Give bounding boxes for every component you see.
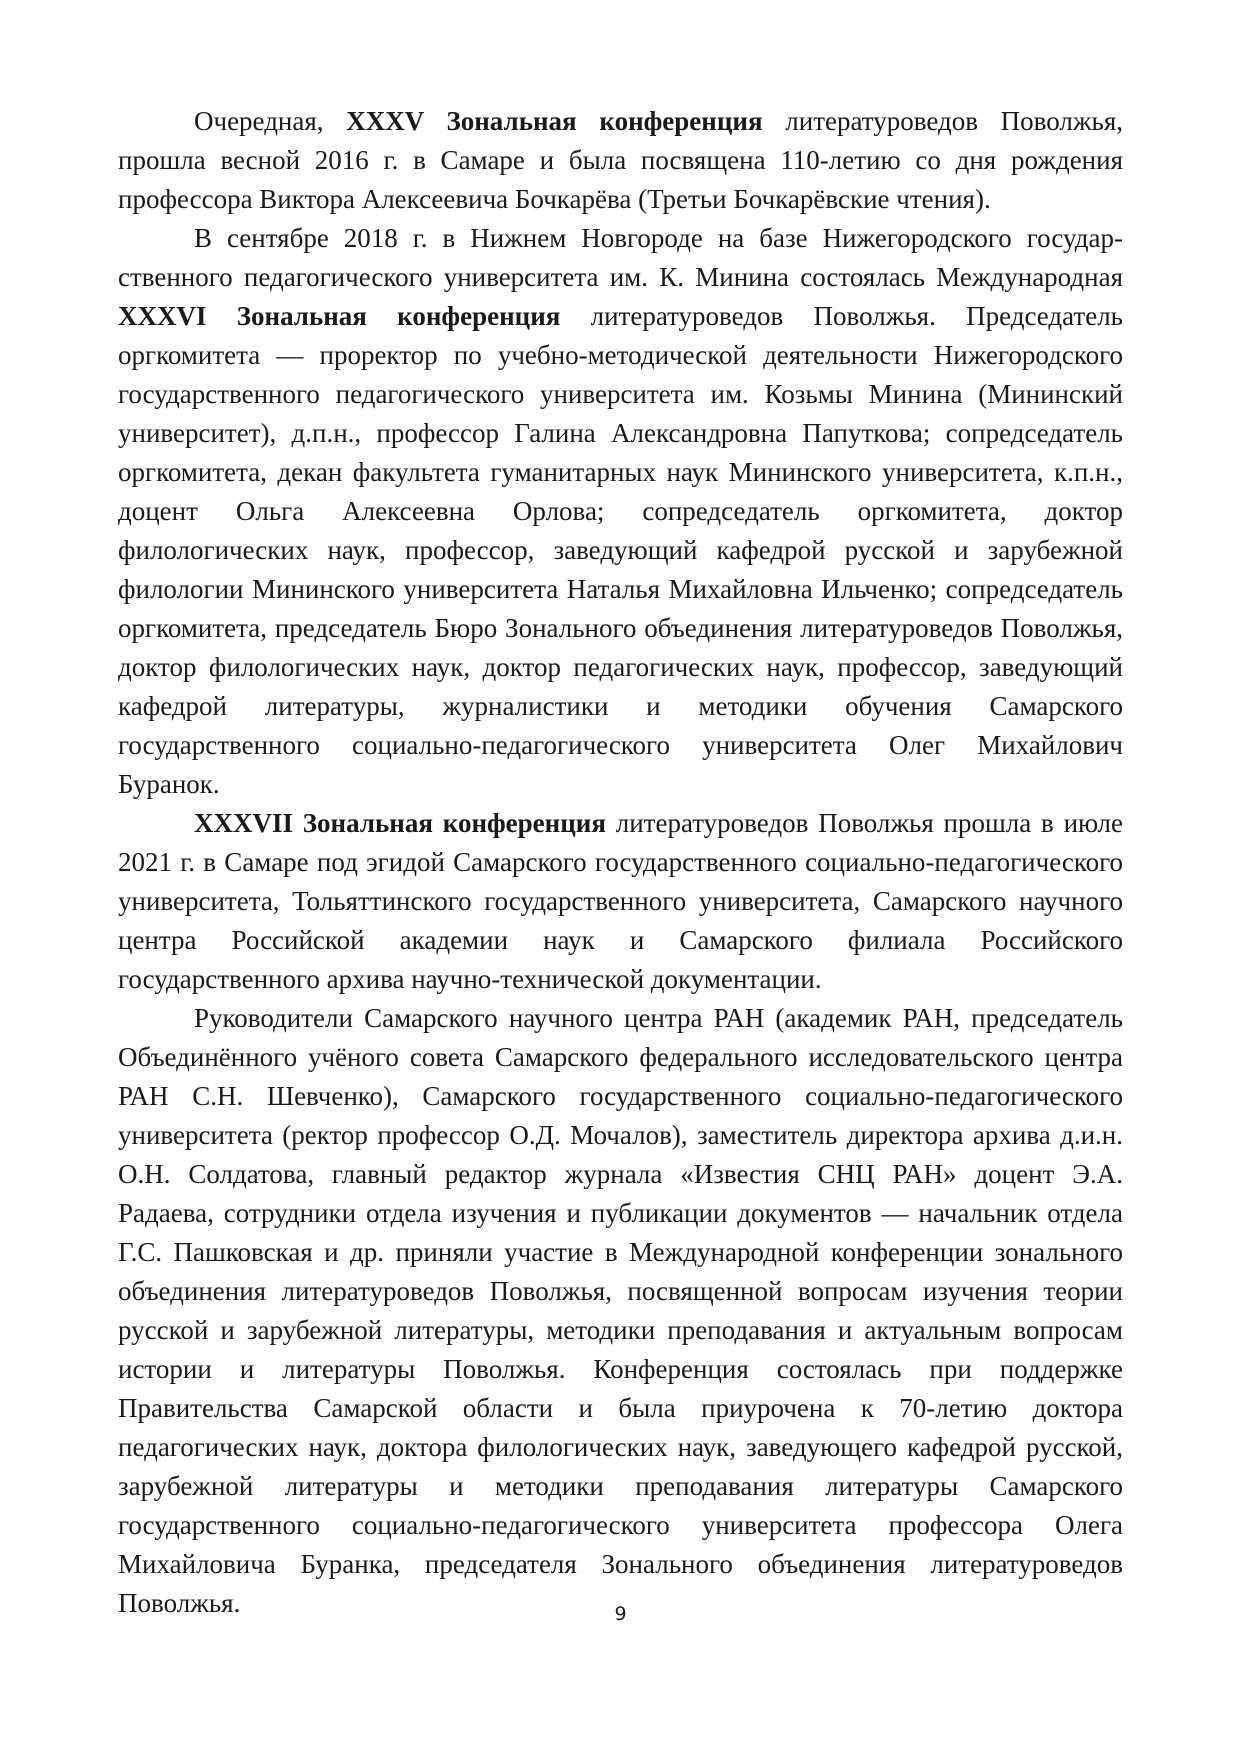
- paragraph-prefix: В сентябре 2018 г. в Нижнем Новгороде на базе Нижегородского государственного педагогического университета им. К. Минина состоялась Международная: [118, 223, 1123, 292]
- conference-title-xxxv: XXXV Зональная конференция: [346, 106, 763, 136]
- paragraph-xxxvi-conference: [118, 219, 1123, 804]
- paragraph-xxxvii-conference: [118, 804, 1123, 999]
- paragraph-prefix: Руководители Самарского научного центра РАН (академик РАН, председатель Объединённого учёного совета Самарского федерального исследовательского центра РАН С.Н. Шевченко), Самарского государственного социально-педагогического университета (ректор профессор О.Д. Мочалов), заместитель директора архива д.и.н. О.Н. Солдатова, главный редактор журнала «Известия СНЦ РАН» доцент Э.А. Радаева, сотрудники отдела изучения и публикации документов — начальник отдела Г.С. Пашковская и др. приняли участие в Международной конференции зонального объединения литературоведов Поволжья, посвященной вопросам изучения теории русской и зарубежной литературы, методики преподавания и актуальным вопросам истории и литературы Поволжья. Конференция состоялась при поддержке Правительства Самарской области и была приурочена к 70-летию доктора педагогических наук, доктора филологических наук, заведующего кафедрой русской, зарубежной литературы и методики преподавания литературы Самарского государственного социально-педагогического университета профессора Олега Михайловича Буранка, председателя Зонального объединения литературоведов Поволжья.: [118, 1003, 1123, 1618]
- paragraph-text: литературоведов Поволжья прошла в июле 2021 г. в Самаре под эгидой Самарского государственного социально-педагогического университета, Тольяттинского государственного университета, Самарского научного центра Российской академии наук и Самарского филиала Российского государственного архива научно-технической документации.: [118, 808, 1124, 994]
- paragraph-xxxv-conference: [118, 102, 1123, 219]
- page-body: [118, 102, 1123, 1623]
- paragraph-prefix: Очередная,: [194, 106, 347, 136]
- paragraph-text: литературоведов Поволжья. Председатель оргкомитета — проректор по учебно-методической деятельности Нижегородского государственного педагогического университета им. Козьмы Минина (Мининский университет), д.п.н., профессор Галина Александровна Папуткова; сопредседатель оргкомитета, декан факультета гуманитарных наук Мининского университета, к.п.н., доцент Ольга Алексеевна Орлова; сопредседатель оргкомитета, доктор филологических наук, профессор, заведующий кафедрой русской и зарубежной филологии Мининского университета Наталья Михайловна Ильченко; сопредседатель оргкомитета, председатель Бюро Зонального объединения литературоведов Поволжья, доктор филологических наук, доктор педагогических наук, профессор, заведующий кафедрой литературы, журналистики и методики обучения Самарского государственного социально-педагогического университета Олег Михайлович Буранок.: [118, 301, 1123, 799]
- conference-title-xxxvi: XXXVI Зональная конференция: [118, 301, 561, 331]
- paragraph-participants: [118, 999, 1123, 1623]
- page-number: 9: [614, 1603, 627, 1625]
- conference-title-xxxvii: XXXVII Зональная конференция: [194, 808, 606, 838]
- paragraph-text: литературоведов Поволжья, прошла весной 2016 г. в Самаре и была посвящена 110-летию со дня рождения профессора Виктора Алексеевича Бочкарёва (Третьи Бочкарёвские чтения).: [118, 106, 1123, 214]
